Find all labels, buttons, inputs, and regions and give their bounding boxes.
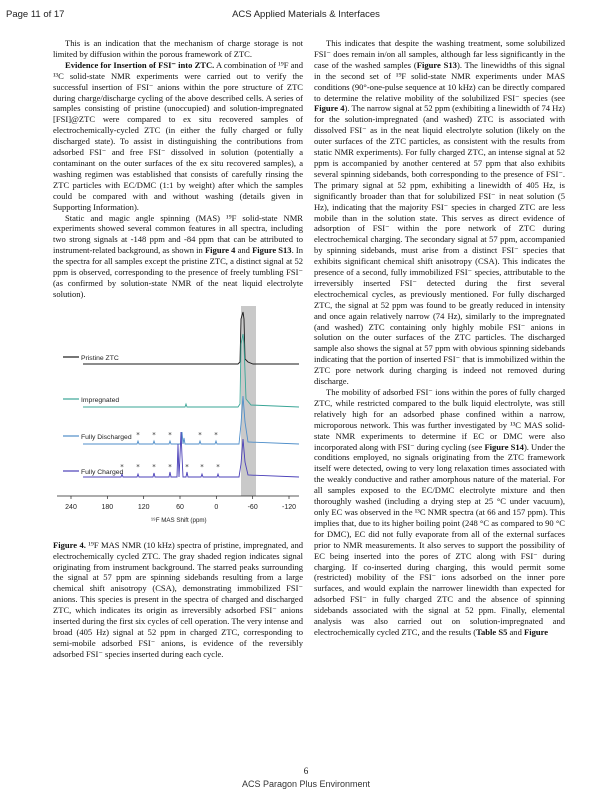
figure-ref: Figure S14 (484, 441, 524, 452)
figure-ref: Figure S13 (416, 59, 457, 70)
sideband-star: * (168, 462, 172, 471)
sideband-star: * (216, 462, 220, 471)
sideband-star: * (120, 462, 124, 471)
caption-label: Figure 4. (53, 539, 86, 550)
sideband-star: * (168, 430, 172, 439)
legend-label: Pristine ZTC (81, 354, 119, 362)
paragraph: Evidence for Insertion of FSI⁻ into ZTC. A combination of ¹⁹F and ¹³C solid-state NMR experiments were carried out to verify the successful insertion of FSI⁻ anions within the pore structure of ZTC during charge/discharge cycling of the above described cells. A series of samples consisting of pristine (unoccupied) and solution-impregnated [FSI]@ZTC were compared to ex situ recovered samples of electrochemically-cycled ZTC (in either the fully charged or fully discharged state). To assist in distinguishing the contributions from adsorbed FSI⁻ and free FSI⁻ dissolved in solution (potentially a contaminant on the outer surfaces of the ex situ recovered samples), a washing regimen was established that consists of carefully rinsing the ZTC particles with EC/DMC (1:1 by weight) after which the samples could be compared with and without washing (details given in Supporting Information). (53, 59, 303, 212)
section-title: Evidence for Insertion of FSI⁻ into ZTC. (65, 59, 215, 70)
right-column (314, 38, 565, 638)
paragraph: This indicates that despite the washing treatment, some solubilized FSI⁻ does remain in/on all samples, although far less significantly in the case of the washed samples (Figure S13). The linewidths of this signal in the second set of ¹⁹F solid-state NMR experiments under MAS conditions (90°-one-pulse sequence at 10 kHz) can be directly compared to determine the relative mobility of the solubilized FSI⁻ species (see Figure 4). The narrow signal at 52 ppm (exhibiting a linewidth of 74 Hz) for the solution-impregnated (and washed) ZTC is associated with dissolved FSI⁻ as in the neat liquid electrolyte solution (likely on the outer surfaces of the ZTC particles, as consistent with the results from static NMR experiments). For fully charged ZTC, an intense signal at 52 ppm is accompanied by another centered at 57 ppm that also exhibits several spinning sidebands, both corresponding to the presence of FSI⁻. The primary signal at 52 ppm, exhibiting a linewidth of 405 Hz, is significantly broader than that for solubilized FSI⁻ in neat solution (5 Hz), indicating that the majority FSI⁻ species in charged ZTC are less mobile than in the solution state. This serves as direct evidence of adsorption of FSI⁻ within the pore network of ZTC during electrochemical charging. The secondary signal at 57 ppm, accompanied by spinning sidebands, must arise from a distinct FSI⁻ species that exhibits significant chemical shift anisotropy (CSA). This indicates the presence of a second, fully immobilized FSI⁻ species, attributable to the irreversibly inserted FSI⁻ detected during the first several electrochemical cycles, as previously mentioned. For fully discharged ZTC, the signal at 52 ppm was found to be greatly reduced in intensity and once again relatively narrow (74 Hz), similarly to the impregnated (and washed) ZTC containing only highly mobile FSI⁻ anions in solution on the outer surfaces of the ZTC particles. The discharged sample also shows the signal at 57 ppm with obvious spinning sidebands indicating that the portion of inserted FSI⁻ that is immobilized within the ZTC pore network during charging is indeed not removed during discharge. (314, 38, 566, 387)
x-tick-label: 240 (65, 503, 77, 511)
sideband-star: * (185, 462, 189, 471)
x-tick-label: -60 (247, 503, 258, 511)
paragraph: This is an indication that the mechanism of charge storage is not limited by diffusion within the porous framework of ZTC. (53, 38, 303, 59)
x-tick-label: 60 (176, 503, 184, 511)
sideband-star: * (198, 430, 202, 439)
left-column (53, 38, 303, 660)
figure-4 (53, 304, 303, 532)
legend-label: Impregnated (81, 396, 120, 404)
x-tick-label: -120 (281, 503, 297, 511)
journal-header: ACS Applied Materials & Interfaces (232, 9, 380, 20)
paragraph: Static and magic angle spinning (MAS) ¹⁹F solid-state NMR experiments showed several common features in all spectra, including two strong signals at -148 ppm and -84 ppm that can be attributed to instrument-related background, as shown in Figure 4 and Figure S13. In the spectra for all samples except the pristine ZTC, a distinct signal at 52 ppm is observed, corresponding to the presence of freely tumbling FSI⁻ (as confirmed by solution-state NMR of the neat liquid electrolyte solution). (53, 212, 303, 299)
sideband-star: * (200, 462, 204, 471)
x-tick-label: 0 (214, 503, 219, 511)
sideband-star: * (152, 462, 156, 471)
figure-ref: Figure S13 (252, 245, 292, 256)
x-tick-label: 180 (101, 503, 114, 511)
x-tick-label: 120 (137, 503, 150, 511)
spinning-sideband-stars (120, 431, 220, 471)
figure-ref: Figure 4 (314, 103, 345, 114)
sideband-star: * (214, 430, 218, 439)
page-label: Page 11 of 17 (6, 9, 65, 20)
sideband-star: * (136, 462, 140, 471)
legend-label: Fully Charged (81, 468, 124, 476)
paragraph: The mobility of adsorbed FSI⁻ ions within the pores of fully charged ZTC, while restricted compared to the bulk liquid electrolyte, was still relatively high for an adsorbed phase confined within a narrow, microporous network. This was further investigated by ¹³C MAS solid-state NMR experiments to determine if EC or DMC were also incorporated along with FSI⁻ during cycling (see Figure S14). Under the conditions employed, no signals originating from the ZTC framework itself were detected, owing to very long relaxation times associated with the weakly conductive and rather amorphous nature of the material. For all samples exposed to the EC/DMC electrolyte mixture and then thoroughly washed (including a drying step at 25 °C under vacuum), only EC was observed in the ¹³C NMR spectra (at 66 and 157 ppm). This implies that, due to its higher boiling point (248 °C as compared to 90 °C for DMC), EC did not fully evaporate from all of the external surfaces prior to NMR measurements. It also serves to support the possibility of EC being inserted into the pores of ZTC along with FSI⁻ during charging. If co-inserted during charging, this would permit some (restricted) mobility of the FSI⁻ ions adsorbed on the inner pore surfaces, and would explain the narrower linewidth than expected for adsorbed FSI⁻ in fully charged ZTC and the absence of spinning sidebands associated with the signal at 52 ppm. Finally, elemental analysis was also carried out on solution-impregnated and electrochemically cycled ZTC, and the results (Table S5 and Figure (314, 387, 565, 637)
x-ticks (65, 496, 296, 511)
figure-ref: Figure 4 (204, 245, 236, 256)
table-ref: Table S5 (476, 626, 508, 637)
footer-source: ACS Paragon Plus Environment (241, 779, 371, 789)
sideband-star: * (152, 430, 156, 439)
page-number: 6 (303, 766, 309, 776)
legend-label: Fully Discharged (81, 433, 132, 441)
nmr-spectra-plot (53, 304, 303, 532)
figure-caption: Figure 4. ¹⁹F MAS NMR (10 kHz) spectra of pristine, impregnated, and electrochemically cycled ZTC. The gray shaded region indicates signal originating from instrument background. The starred peaks surrounding the signal at 57 ppm are spinning sidebands resulting from a large chemical shift anisotropy (CSA), demonstrating immobilized FSI⁻ anions. This species is present in the spectra of charged and discharged ZTC, which indicates its origin as irreversibly adsorbed FSI⁻ anions inserted during the first six cycles of cell operation. The very intense and broad (405 Hz) signal at 52 ppm in charged ZTC, corresponding to semi-mobile adsorbed FSI⁻ anions, is evidence of the reversibly adsorbed FSI⁻ species inserted during each cycle. (53, 539, 303, 659)
sideband-star: * (136, 430, 140, 439)
x-axis-label: ¹⁹F MAS Shift (ppm) (151, 516, 207, 524)
figure-ref: Figure (524, 626, 549, 637)
